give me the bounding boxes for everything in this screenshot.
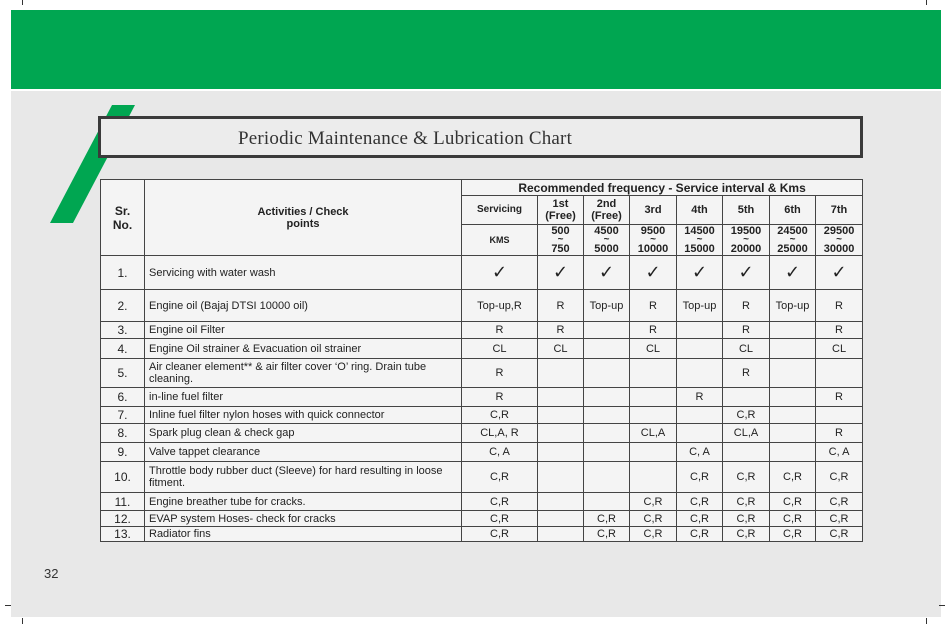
table-row (101, 407, 863, 424)
frequency-cell: CL (538, 339, 584, 359)
kms-from: 29500 (823, 225, 855, 237)
frequency-cell: C,R (770, 527, 816, 542)
frequency-cell (630, 462, 677, 493)
frequency-cell: R (538, 322, 584, 339)
table-row (101, 511, 863, 527)
frequency-cell (584, 407, 630, 424)
kms-from: 500 (551, 225, 570, 237)
service-number: 2nd (596, 198, 617, 210)
frequency-cell: R (462, 322, 538, 339)
frequency-cell: C,R (677, 527, 723, 542)
service-number: 5th (737, 204, 755, 216)
frequency-cell: R (723, 359, 770, 388)
crop-mark (5, 605, 11, 606)
frequency-cell (677, 339, 723, 359)
sr-number: 7. (101, 407, 145, 424)
frequency-cell: C,R (723, 493, 770, 511)
header-band (11, 10, 941, 89)
frequency-cell: C, A (677, 443, 723, 462)
frequency-cell (538, 407, 584, 424)
frequency-cell (584, 462, 630, 493)
check-icon: ✓ (816, 256, 863, 290)
activity-cell: Radiator fins (145, 527, 462, 542)
frequency-cell: Top-up (677, 290, 723, 322)
service-header (723, 196, 770, 225)
kms-from: 9500 (640, 225, 666, 237)
frequency-cell (677, 322, 723, 339)
kms-range (770, 225, 816, 256)
frequency-cell (538, 493, 584, 511)
activity-cell: in-line fuel filter (145, 388, 462, 407)
table-row (101, 527, 863, 542)
frequency-cell: C,R (584, 527, 630, 542)
service-number: 4th (691, 204, 708, 216)
activity-cell: Spark plug clean & check gap (145, 424, 462, 443)
frequency-cell (630, 407, 677, 424)
sr-number: 11. (101, 493, 145, 511)
frequency-cell: C,R (630, 493, 677, 511)
frequency-cell (770, 339, 816, 359)
service-number: 1st (552, 198, 569, 210)
frequency-cell (677, 407, 723, 424)
frequency-cell: R (677, 388, 723, 407)
crop-mark (939, 605, 945, 606)
sr-number: 13. (101, 527, 145, 542)
kms-range (723, 225, 770, 256)
kms-range (816, 225, 863, 256)
frequency-cell: R (723, 322, 770, 339)
frequency-cell: C,R (630, 511, 677, 527)
frequency-cell (538, 462, 584, 493)
frequency-cell: CL,A (723, 424, 770, 443)
frequency-cell: R (538, 290, 584, 322)
frequency-cell: Top-up (584, 290, 630, 322)
frequency-cell: R (630, 322, 677, 339)
check-icon: ✓ (723, 256, 770, 290)
frequency-cell: CL,A (630, 424, 677, 443)
tilde-separator: ~ (603, 234, 610, 245)
frequency-cell (677, 359, 723, 388)
frequency-cell (538, 527, 584, 542)
frequency-cell: CL (816, 339, 863, 359)
frequency-cell: C, A (462, 443, 538, 462)
maintenance-table (100, 179, 863, 542)
frequency-cell: R (816, 424, 863, 443)
activity-cell: Engine oil Filter (145, 322, 462, 339)
tilde-separator: ~ (743, 234, 749, 245)
crop-mark (22, 618, 23, 624)
crop-mark (22, 0, 23, 5)
frequency-cell: R (462, 359, 538, 388)
sr-no-header-line: No. (112, 217, 133, 232)
frequency-cell: C,R (816, 462, 863, 493)
service-header (584, 196, 630, 225)
frequency-cell: C,R (462, 527, 538, 542)
frequency-cell: R (630, 290, 677, 322)
frequency-cell: C,R (462, 462, 538, 493)
kms-from: 19500 (730, 225, 762, 237)
table-row (101, 359, 863, 388)
kms-to: 20000 (730, 243, 762, 255)
table-row (101, 339, 863, 359)
sr-number: 2. (101, 290, 145, 322)
activity-cell: Engine breather tube for cracks. (145, 493, 462, 511)
frequency-cell (584, 359, 630, 388)
frequency-cell: C,R (462, 511, 538, 527)
recommended-frequency-header: Recommended frequency - Service interval & Kms (462, 180, 863, 196)
table-row (101, 493, 863, 511)
frequency-cell: R (462, 388, 538, 407)
frequency-cell (584, 322, 630, 339)
sr-no-header (101, 180, 145, 256)
service-free-label: (Free) (545, 210, 576, 222)
kms-from: 24500 (777, 225, 808, 237)
frequency-cell: CL (630, 339, 677, 359)
sr-number: 1. (101, 256, 145, 290)
activities-header (145, 180, 462, 256)
frequency-cell: C,R (770, 511, 816, 527)
frequency-cell: C,R (584, 511, 630, 527)
activity-cell: Engine oil (Bajaj DTSI 10000 oil) (145, 290, 462, 322)
frequency-cell: C,R (723, 407, 770, 424)
table-row (101, 290, 863, 322)
sr-number: 4. (101, 339, 145, 359)
frequency-cell (630, 388, 677, 407)
table-row (101, 388, 863, 407)
table-row (101, 322, 863, 339)
sr-number: 5. (101, 359, 145, 388)
kms-to: 15000 (684, 243, 715, 255)
title-box (98, 116, 863, 158)
sr-number: 10. (101, 462, 145, 493)
frequency-cell (538, 359, 584, 388)
sr-number: 8. (101, 424, 145, 443)
check-icon: ✓ (584, 256, 630, 290)
service-header (630, 196, 677, 225)
frequency-cell (770, 322, 816, 339)
check-icon: ✓ (677, 256, 723, 290)
frequency-cell: R (816, 290, 863, 322)
frequency-cell: CL (723, 339, 770, 359)
frequency-cell: C,R (677, 462, 723, 493)
service-header (677, 196, 723, 225)
service-number: 7th (830, 204, 848, 216)
service-number: 3rd (644, 204, 662, 216)
table-row (101, 443, 863, 462)
frequency-cell (770, 443, 816, 462)
frequency-cell (584, 443, 630, 462)
kms-to: 750 (551, 243, 570, 255)
frequency-cell (538, 443, 584, 462)
table-row (101, 462, 863, 493)
table-row (101, 424, 863, 443)
frequency-cell: C,R (770, 462, 816, 493)
frequency-cell (723, 388, 770, 407)
frequency-cell (630, 359, 677, 388)
frequency-cell: R (816, 388, 863, 407)
frequency-cell: C,R (462, 407, 538, 424)
frequency-cell: C,R (723, 527, 770, 542)
frequency-cell: C,R (677, 493, 723, 511)
frequency-cell: C,R (677, 511, 723, 527)
activity-cell: Valve tappet clearance (145, 443, 462, 462)
activity-cell: Engine Oil strainer & Evacuation oil strainer (145, 339, 462, 359)
activity-cell: Inline fuel filter nylon hoses with quick connector (145, 407, 462, 424)
frequency-cell: Top-up,R (462, 290, 538, 322)
frequency-cell: CL,A, R (462, 424, 538, 443)
service-header (538, 196, 584, 225)
frequency-cell (816, 407, 863, 424)
frequency-cell (538, 388, 584, 407)
frequency-cell (630, 443, 677, 462)
kms-range (630, 225, 677, 256)
activities-header-line: Activities / Check (257, 205, 349, 218)
activity-cell: Servicing with water wash (145, 256, 462, 290)
sr-no-header-line: Sr. (114, 203, 131, 218)
frequency-cell: C,R (816, 493, 863, 511)
check-icon: ✓ (538, 256, 584, 290)
kms-to: 10000 (637, 243, 669, 255)
frequency-cell (770, 359, 816, 388)
frequency-cell (816, 359, 863, 388)
kms-to: 25000 (777, 243, 808, 255)
frequency-cell: C, A (816, 443, 863, 462)
frequency-cell: C,R (816, 527, 863, 542)
activity-cell: Air cleaner element** & air filter cover ‘O’ ring. Drain tube cleaning. (145, 359, 462, 388)
kms-from: 14500 (684, 225, 715, 237)
frequency-cell: R (723, 290, 770, 322)
frequency-cell (584, 388, 630, 407)
sr-number: 9. (101, 443, 145, 462)
frequency-cell (770, 388, 816, 407)
frequency-cell (677, 424, 723, 443)
kms-to: 30000 (823, 243, 855, 255)
service-header (770, 196, 816, 225)
sr-number: 12. (101, 511, 145, 527)
service-free-label: (Free) (591, 210, 622, 222)
activity-cell: EVAP system Hoses- check for cracks (145, 511, 462, 527)
frequency-cell: Top-up (770, 290, 816, 322)
frequency-cell: C,R (462, 493, 538, 511)
page-title: Periodic Maintenance & Lubrication Chart (238, 128, 573, 149)
tilde-separator: ~ (836, 234, 842, 245)
check-icon: ✓ (630, 256, 677, 290)
service-header (816, 196, 863, 225)
frequency-cell: C,R (630, 527, 677, 542)
crop-mark (926, 0, 927, 5)
activities-header-line: points (286, 217, 320, 230)
frequency-cell: C,R (723, 511, 770, 527)
frequency-cell: CL (462, 339, 538, 359)
frequency-cell: C,R (816, 511, 863, 527)
kms-range (538, 225, 584, 256)
tilde-separator: ~ (650, 234, 656, 245)
kms-range (677, 225, 723, 256)
frequency-cell (770, 424, 816, 443)
frequency-cell (770, 407, 816, 424)
kms-to: 5000 (594, 243, 619, 255)
frequency-cell (538, 511, 584, 527)
check-icon: ✓ (770, 256, 816, 290)
frequency-cell (584, 424, 630, 443)
table-row (101, 256, 863, 290)
page-number: 32 (44, 566, 59, 581)
sr-number: 6. (101, 388, 145, 407)
crop-mark (926, 618, 927, 624)
frequency-cell: C,R (723, 462, 770, 493)
frequency-cell (584, 339, 630, 359)
kms-from: 4500 (594, 225, 619, 237)
kms-label: KMS (462, 225, 538, 256)
sr-number: 3. (101, 322, 145, 339)
frequency-cell (584, 493, 630, 511)
tilde-separator: ~ (789, 234, 796, 245)
frequency-cell (538, 424, 584, 443)
check-icon: ✓ (462, 256, 538, 290)
header-row (101, 180, 863, 196)
tilde-separator: ~ (696, 234, 703, 245)
servicing-label: Servicing (462, 196, 538, 225)
tilde-separator: ~ (557, 234, 564, 245)
activity-cell: Throttle body rubber duct (Sleeve) for hard resulting in loose fitment. (145, 462, 462, 493)
kms-range (584, 225, 630, 256)
frequency-cell (723, 443, 770, 462)
frequency-cell: C,R (770, 493, 816, 511)
header-divider (11, 89, 941, 91)
frequency-cell: R (816, 322, 863, 339)
service-number: 6th (784, 204, 801, 216)
